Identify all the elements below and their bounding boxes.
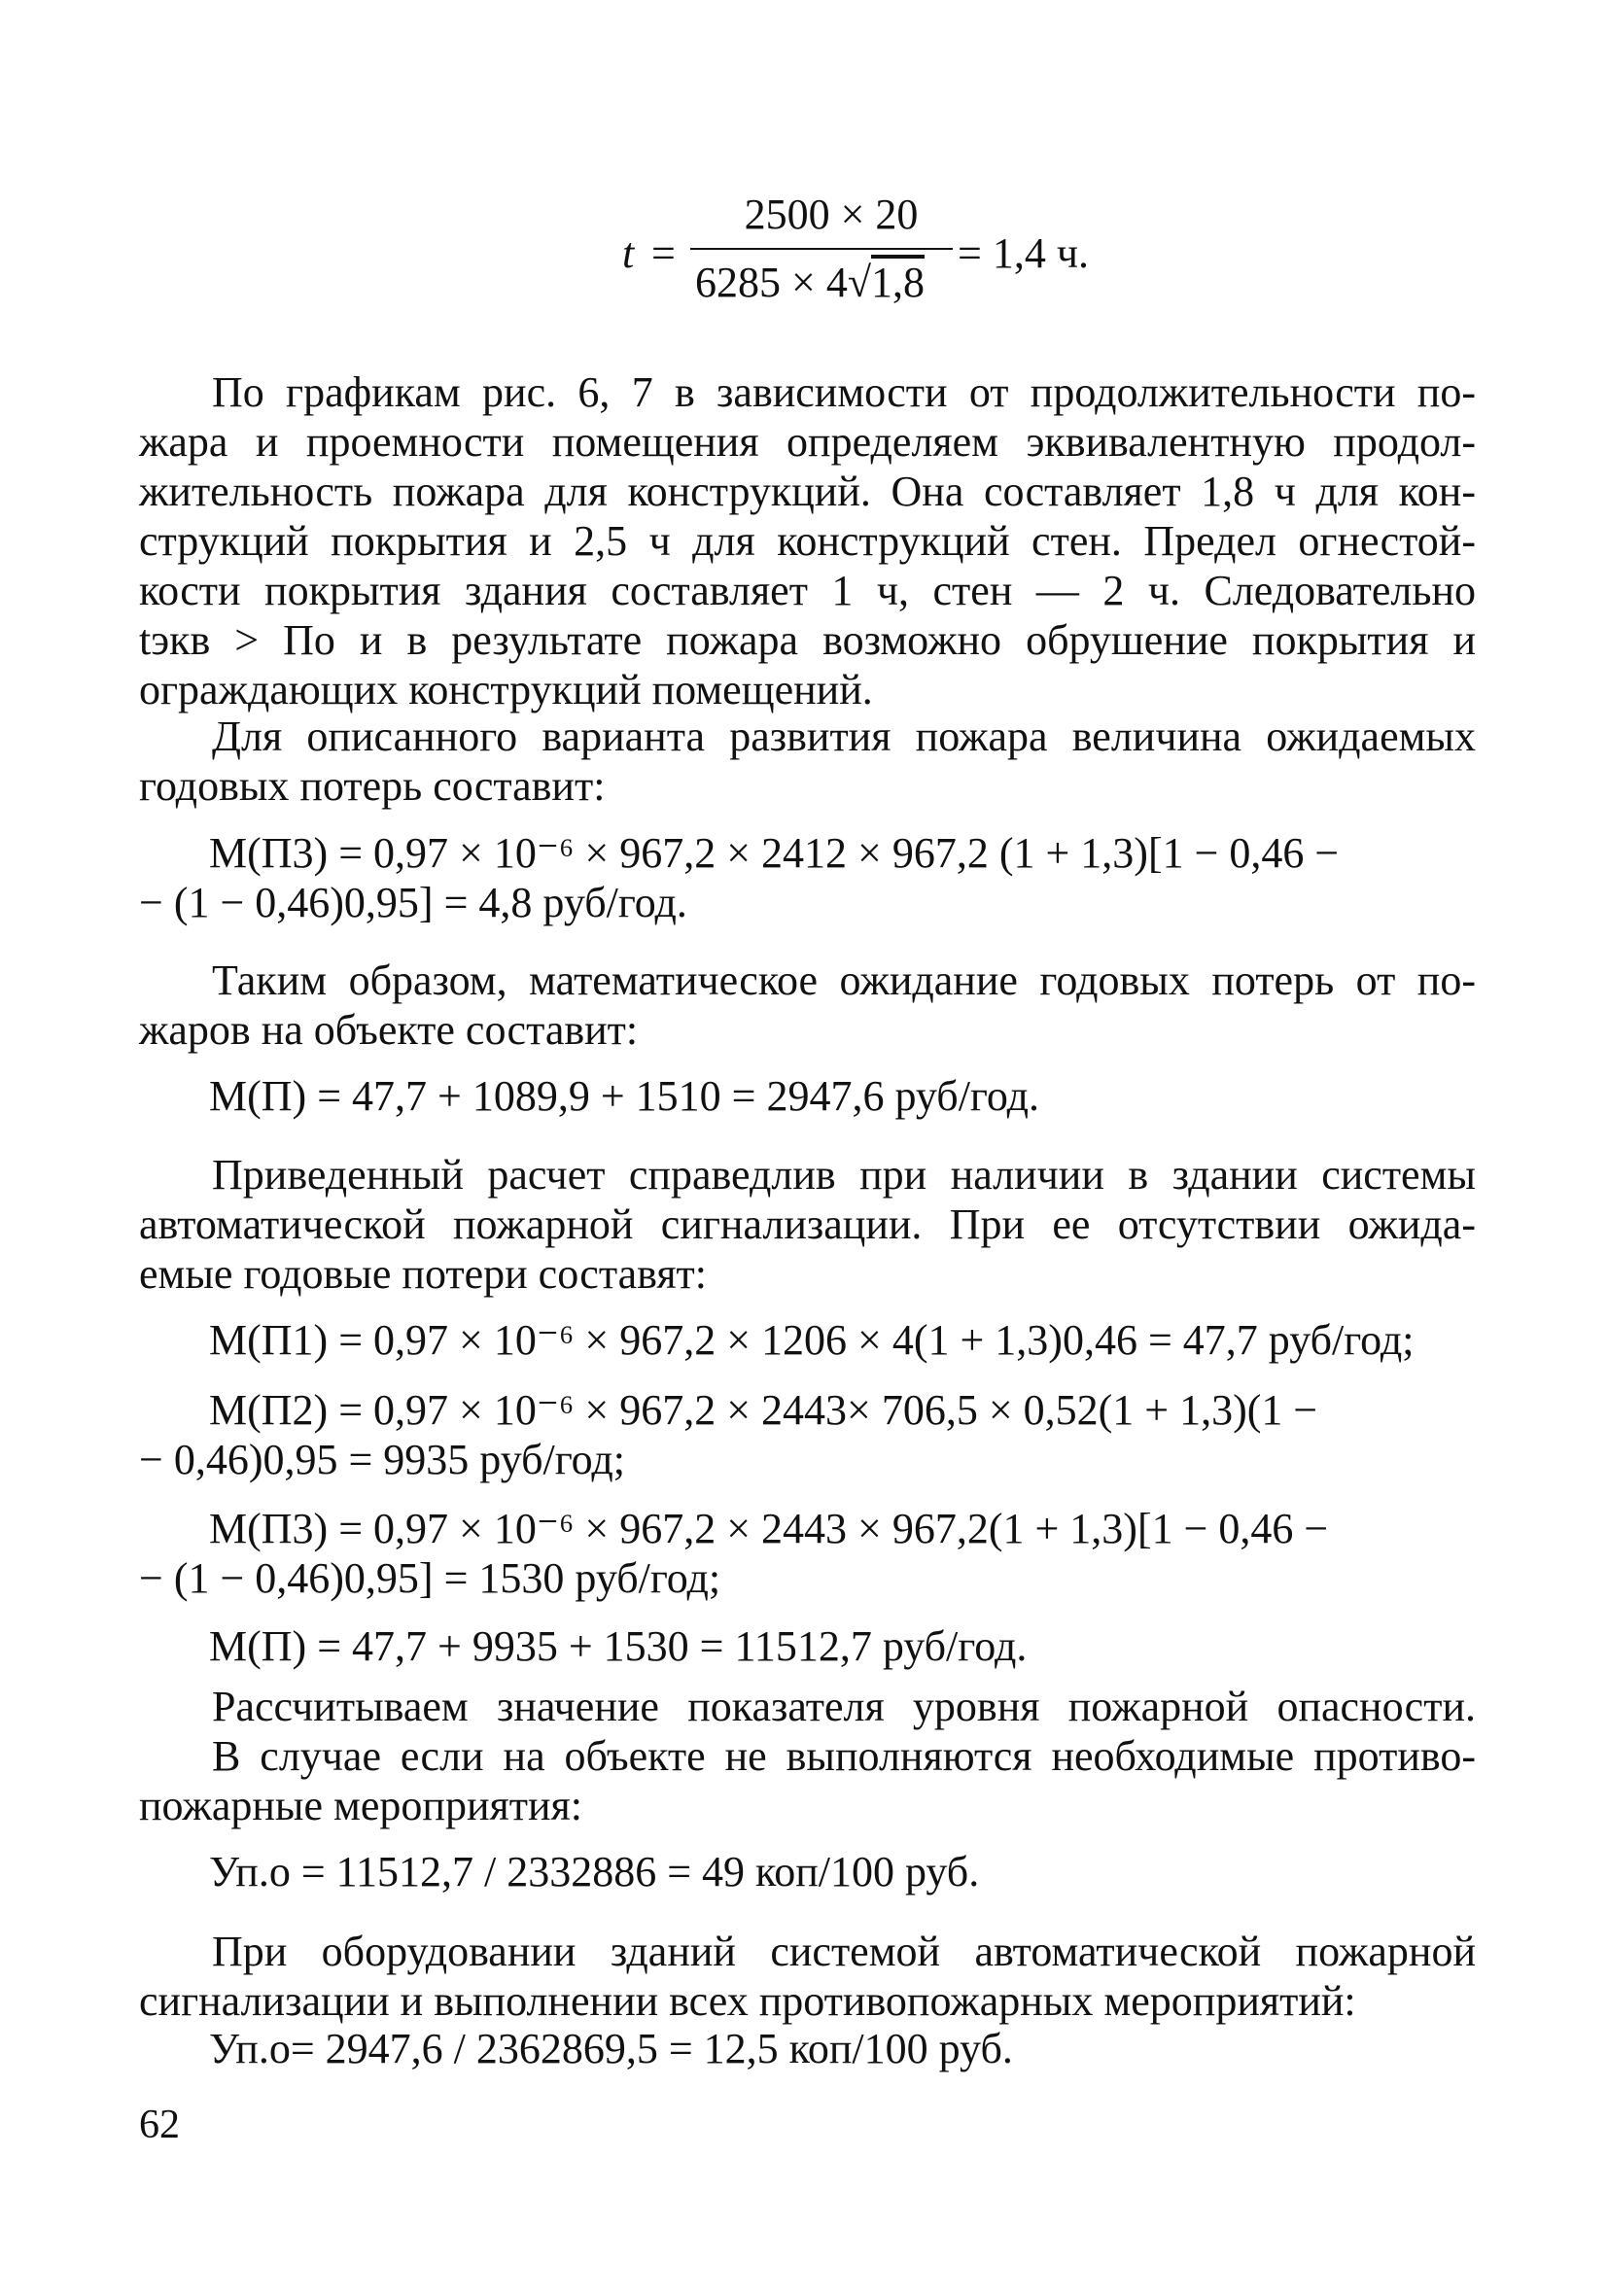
page-number: 62: [139, 2103, 180, 2147]
denominator-pre: 6285 × 4: [695, 259, 848, 306]
equation-5a: М(П3) = 0,97 × 10⁻⁶ × 967,2 × 2443 × 967,2(1 + 1,3)[1 − 0,46 −: [209, 1505, 1329, 1552]
formula-lhs: t: [622, 229, 635, 277]
equation-5b: − (1 − 0,46)0,95] = 1530 руб/год;: [139, 1554, 721, 1602]
equation-7: Уп.о = 11512,7 / 2332886 = 49 коп/100 руб.: [209, 1848, 980, 1896]
text-line: Для описанного варианта развития пожара величина ожидаемых: [212, 713, 1476, 760]
text-line: емые годовые потери составят:: [139, 1250, 708, 1298]
text-line: ограждающих конструкций помещений.: [139, 666, 873, 713]
text-line: Рассчитываем значение показателя уровня пожарной опасности.: [212, 1683, 1476, 1730]
text-line: жаров на объекте составит:: [139, 1006, 639, 1054]
paragraph-6: [139, 1927, 1476, 2026]
text-line: годовых потерь составит:: [139, 762, 606, 810]
fraction-bar: [690, 248, 953, 250]
equation-1a: М(П3) = 0,97 × 10⁻⁶ × 967,2 × 2412 × 967,2 (1 + 1,3)[1 − 0,46 −: [209, 829, 1340, 877]
equation-1b: − (1 − 0,46)0,95] = 4,8 руб/год.: [139, 879, 687, 926]
text-line: tэкв > По и в результате пожара возможно обрушение покрытия и: [139, 616, 1476, 664]
formula-denominator: [695, 258, 925, 307]
formula-equals: =: [651, 229, 676, 277]
formula-duration: [622, 190, 1089, 316]
paragraph-5: [139, 1682, 1476, 1830]
sqrt-sign: √: [847, 259, 871, 306]
text-line: По графикам рис. 6, 7 в зависимости от продолжительности по-: [212, 368, 1476, 416]
paragraph-2: [139, 712, 1476, 811]
text-line: При оборудовании зданий системой автоматической пожарной: [212, 1928, 1476, 1975]
text-line: Таким образом, математическое ожидание годовых потерь от по-: [212, 957, 1476, 1004]
denominator-sqrt: 1,8: [870, 259, 925, 306]
formula-numerator: 2500 × 20: [744, 191, 919, 238]
equation-2: М(П) = 47,7 + 1089,9 + 1510 = 2947,6 руб/год.: [209, 1072, 1039, 1120]
formula-result: = 1,4 ч.: [958, 229, 1089, 277]
equation-4b: − 0,46)0,95 = 9935 руб/год;: [139, 1436, 626, 1483]
paragraph-4: [139, 1150, 1476, 1299]
text-line: жара и проемности помещения определяем эквивалентную продол-: [139, 418, 1476, 466]
text-line: кости покрытия здания составляет 1 ч, стен — 2 ч. Следовательно: [139, 567, 1476, 614]
text-line: жительность пожара для конструкций. Она составляет 1,8 ч для кон-: [139, 468, 1476, 515]
equation-8: Уп.о= 2947,6 / 2362869,5 = 12,5 коп/100 руб.: [209, 2025, 1013, 2072]
equation-6: М(П) = 47,7 + 9935 + 1530 = 11512,7 руб/год.: [209, 1622, 1028, 1670]
text-line: сигнализации и выполнении всех противопожарных мероприятий:: [139, 1977, 1356, 2025]
text-line: струкций покрытия и 2,5 ч для конструкций стен. Предел огнестой-: [139, 517, 1476, 565]
equation-3: М(П1) = 0,97 × 10⁻⁶ × 967,2 × 1206 × 4(1 + 1,3)0,46 = 47,7 руб/год;: [209, 1316, 1415, 1364]
text-line: В случае если на объекте не выполняются необходимые противо-: [212, 1732, 1476, 1780]
text-line: автоматической пожарной сигнализации. При ее отсутствии ожида-: [139, 1200, 1476, 1248]
equation-4a: М(П2) = 0,97 × 10⁻⁶ × 967,2 × 2443× 706,5 × 0,52(1 + 1,3)(1 −: [209, 1386, 1318, 1434]
paragraph-3: [139, 956, 1476, 1055]
text-line: пожарные мероприятия:: [139, 1782, 582, 1829]
text-line: Приведенный расчет справедлив при наличии в здании системы: [212, 1151, 1476, 1199]
paragraph-1: [139, 367, 1476, 714]
